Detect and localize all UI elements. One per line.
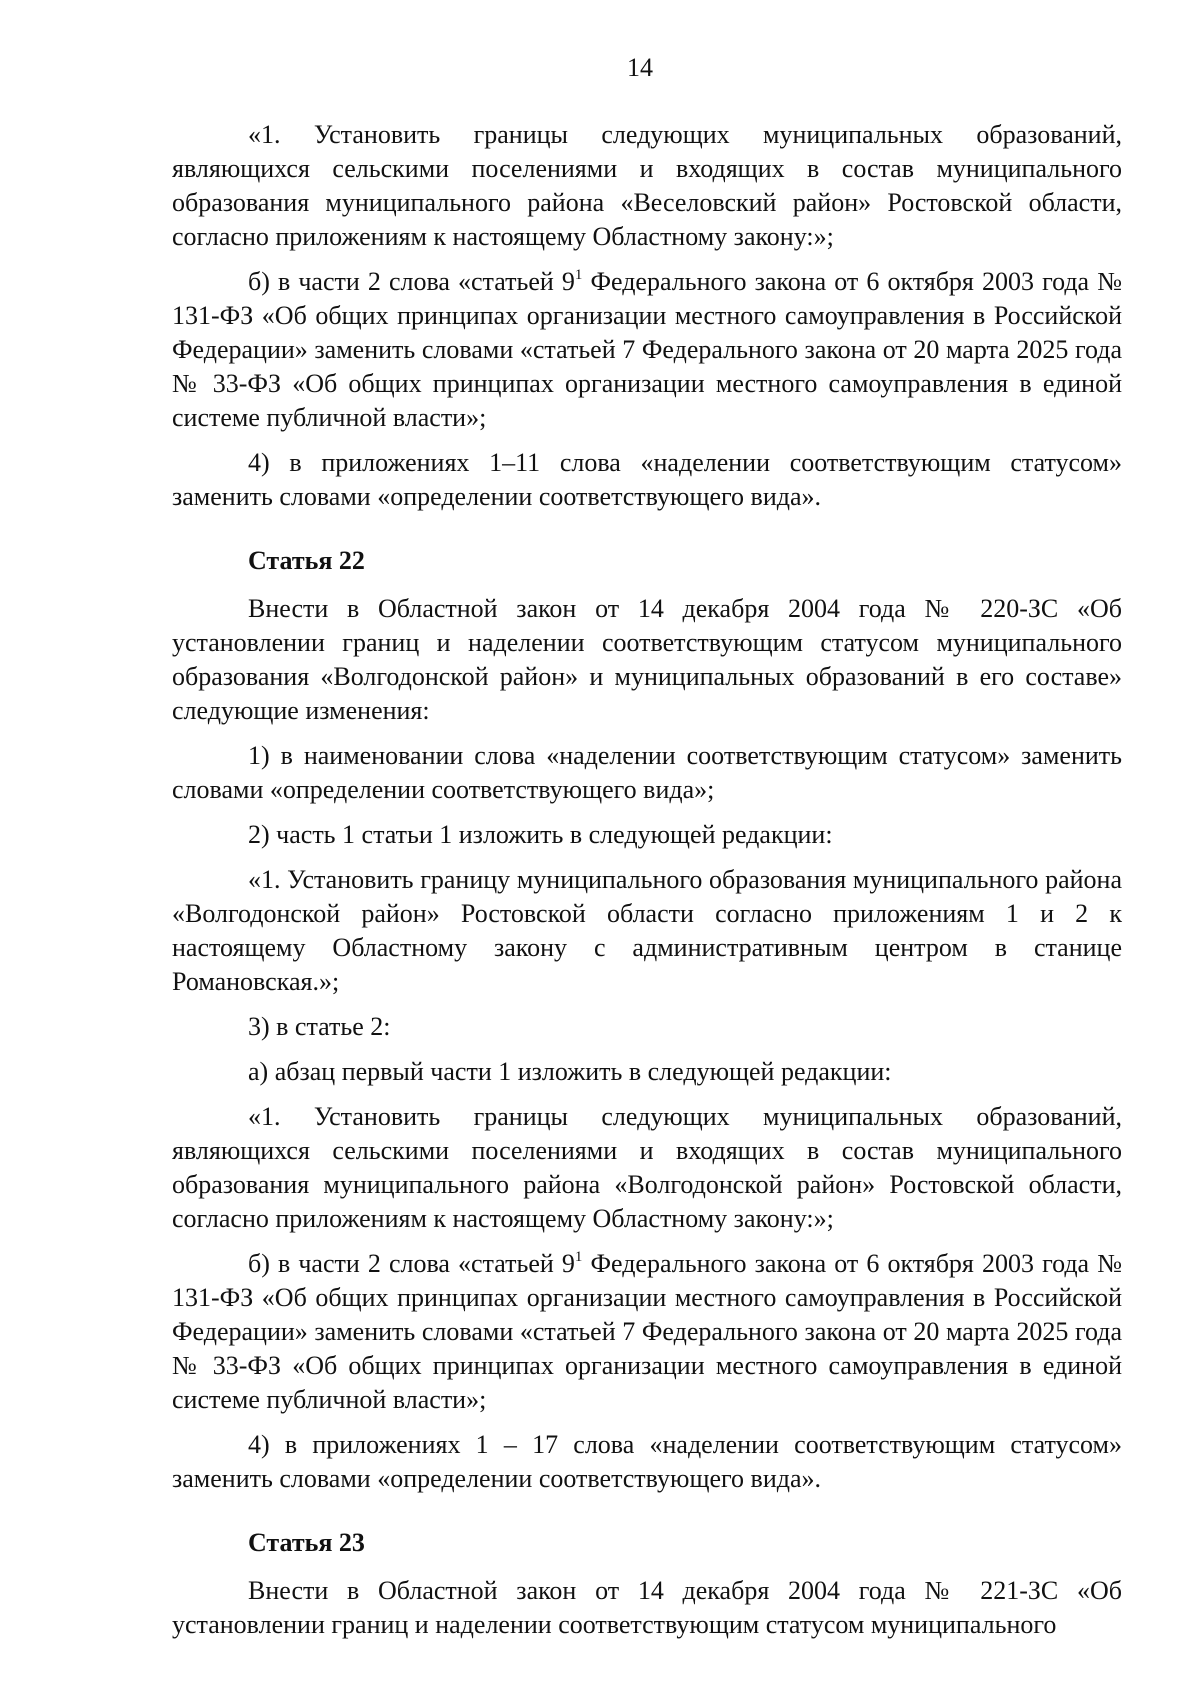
article-23-heading: Статья 23: [248, 1528, 365, 1557]
item-b-part2-veselovsky-text-start: б) в части 2 слова «статьей 9: [248, 267, 575, 296]
article-22-intro: Внести в Областной закон от 14 декабря 2004 года № 220-ЗС «Об установлении границ и наделении соответствующим статусом муниципального образования «Волгодонской район» и муниципальных образований в его составе» следующие изменения:: [172, 594, 1122, 725]
article-22-item-3b: [172, 1247, 1122, 1417]
item-4-appendices-1-11: 4) в приложениях 1–11 слова «наделении соответствующим статусом» заменить словами «определении соответствующего вида».: [172, 448, 1122, 511]
article-22-quote-boundary: «1. Установить границу муниципального образования муниципального района «Волгодонской район» Ростовской области согласно приложениям 1 и 2 к настоящему Областному закону с административным центром в станице Романовская.»;: [172, 865, 1122, 996]
article-22-item-3a: а) абзац первый части 1 изложить в следующей редакции:: [248, 1057, 892, 1086]
article-22-item-1: 1) в наименовании слова «наделении соответствующим статусом» заменить словами «определении соответствующего вида»;: [172, 741, 1122, 804]
article-22-item-2: 2) часть 1 статьи 1 изложить в следующей редакции:: [248, 820, 833, 849]
article-22-item-3b-text-end: Федерального закона от 6 октября 2003 года № 131-ФЗ «Об общих принципах организации местного самоуправления в Российской Федерации» заменить словами «статьей 7 Федерального закона от 20 марта 2025 года № 33-ФЗ «Об общих принципах организации местного самоуправления в единой системе публичной власти»;: [172, 1249, 1122, 1414]
article-23-intro: Внести в Областной закон от 14 декабря 2004 года № 221-ЗС «Об установлении границ и наделении соответствующим статусом муниципального: [172, 1576, 1122, 1639]
article-22-quote-boundaries: «1. Установить границы следующих муниципальных образований, являющихся сельскими поселениями и входящих в состав муниципального образования муниципального района «Волгодонской район» Ростовской области, согласно приложениям к настоящему Областному закону:»;: [172, 1102, 1122, 1233]
superscript-index: 1: [574, 1249, 583, 1265]
item-b-part2-veselovsky: [172, 265, 1122, 435]
page-number: 14: [627, 53, 653, 82]
superscript-index: 1: [574, 267, 583, 283]
quote-boundaries-veselovsky: «1. Установить границы следующих муниципальных образований, являющихся сельскими поселениями и входящих в состав муниципального образования муниципального района «Веселовский район» Ростовской области, согласно приложениям к настоящему Областному закону:»;: [172, 120, 1122, 251]
item-b-part2-veselovsky-text-end: Федерального закона от 6 октября 2003 года № 131-ФЗ «Об общих принципах организации местного самоуправления в Российской Федерации» заменить словами «статьей 7 Федерального закона от 20 марта 2025 года № 33-ФЗ «Об общих принципах организации местного самоуправления в единой системе публичной власти»;: [172, 267, 1122, 432]
article-22-item-3: 3) в статье 2:: [248, 1012, 391, 1041]
article-22-item-4: 4) в приложениях 1 – 17 слова «наделении соответствующим статусом» заменить словами «определении соответствующего вида».: [172, 1430, 1122, 1493]
document-body: [172, 118, 1122, 1653]
article-22-heading: Статья 22: [248, 546, 365, 575]
article-22-item-3b-text-start: б) в части 2 слова «статьей 9: [248, 1249, 575, 1278]
